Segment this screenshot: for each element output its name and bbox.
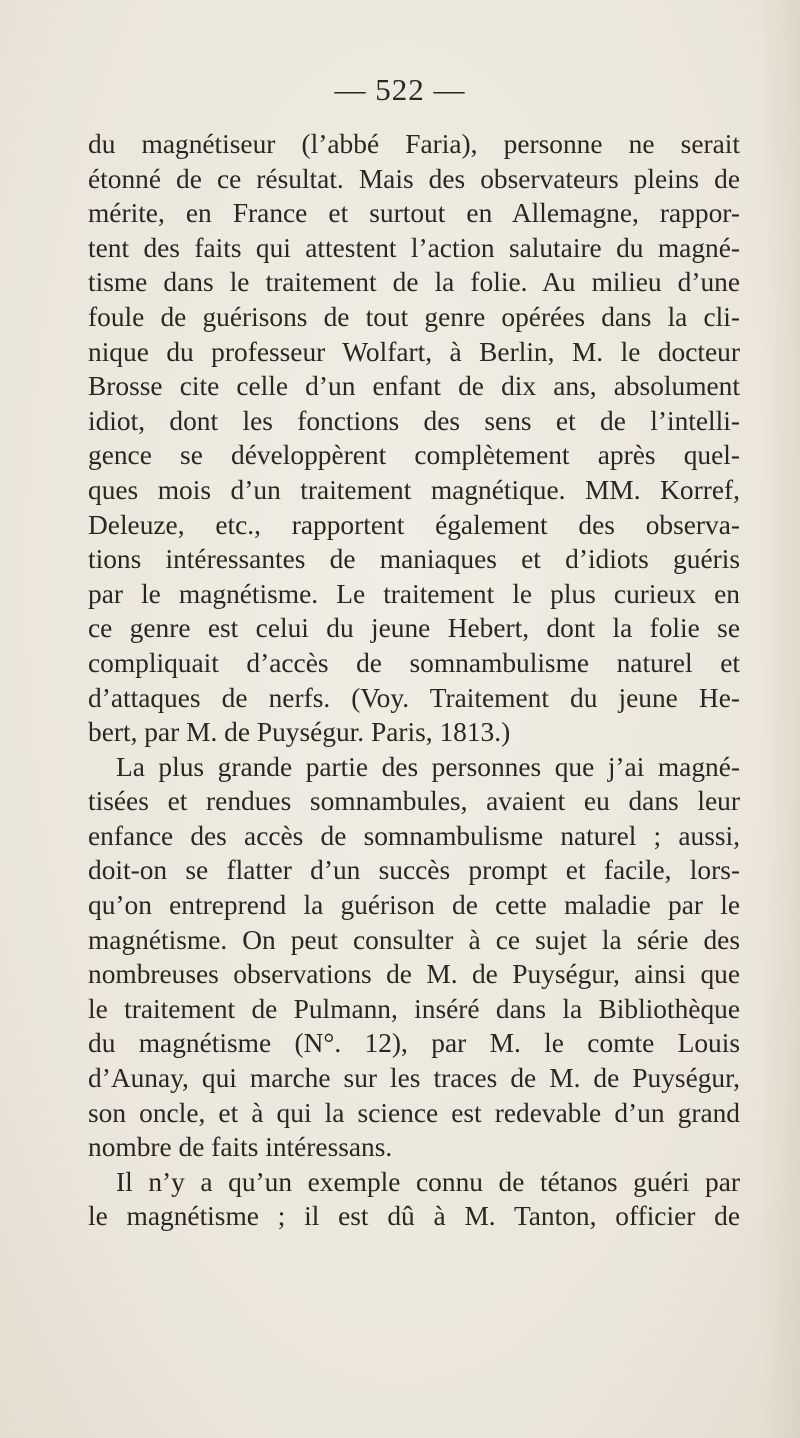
text-line: La plus grande partie des personnes que j’ai magné- <box>116 751 740 782</box>
text-line: le traitement de Pulmann, inséré dans la Bibliothèque <box>88 993 740 1024</box>
page-edge-shadow <box>760 0 800 1438</box>
text-line: du magnétisme (N°. 12), par M. le comte Louis <box>88 1028 740 1059</box>
text-line: étonné de ce résultat. Mais des observateurs pleins de <box>88 163 740 194</box>
text-line: tisme dans le traitement de la folie. Au milieu d’une <box>88 267 740 298</box>
text-line: bert, par M. de Puységur. Paris, 1813.) <box>88 717 511 748</box>
text-line: Il n’y a qu’un exemple connu de tétanos guéri par <box>116 1166 740 1197</box>
text-line: gence se développèrent complètement après quel- <box>88 440 740 471</box>
text-line: tions intéressantes de maniaques et d’idiots guéris <box>88 544 740 575</box>
text-line: d’attaques de nerfs. (Voy. Traitement du jeune He- <box>88 682 740 713</box>
text-line: d’Aunay, qui marche sur les traces de M. de Puységur, <box>88 1063 740 1094</box>
text-line: nombre de faits intéressans. <box>88 1132 393 1163</box>
text-line: mérite, en France et surtout en Allemagne, rappor- <box>88 198 740 229</box>
text-line: Brosse cite celle d’un enfant de dix ans, absolument <box>88 371 740 402</box>
text-line: magnétisme. On peut consulter à ce sujet la série des <box>88 924 740 955</box>
text-line: par le magnétisme. Le traitement le plus curieux en <box>88 578 740 609</box>
text-line: doit-on se flatter d’un succès prompt et facile, lors- <box>88 855 740 886</box>
text-line: compliquait d’accès de somnambulisme naturel et <box>88 647 740 678</box>
text-line: ce genre est celui du jeune Hebert, dont la folie se <box>88 613 740 644</box>
body-text <box>88 127 740 1234</box>
text-line: enfance des accès de somnambulisme naturel ; aussi, <box>88 820 740 851</box>
text-line: son oncle, et à qui la science est redevable d’un grand <box>88 1097 740 1128</box>
text-line: qu’on entreprend la guérison de cette maladie par le <box>88 890 740 921</box>
text-line: nombreuses observations de M. de Puységur, ainsi que <box>88 959 740 990</box>
text-line: tisées et rendues somnambules, avaient eu dans leur <box>88 786 740 817</box>
text-line: le magnétisme ; il est dû à M. Tanton, officier de <box>88 1201 740 1232</box>
text-line: nique du professeur Wolfart, à Berlin, M. le docteur <box>88 336 740 367</box>
text-line: foule de guérisons de tout genre opérées dans la cli- <box>88 301 740 332</box>
text-line: tent des faits qui attestent l’action salutaire du magné- <box>88 232 740 263</box>
text-line: ques mois d’un traitement magnétique. MM. Korref, <box>88 474 740 505</box>
page-number-header: — 522 — <box>334 72 466 107</box>
text-line: Deleuze, etc., rapportent également des observa- <box>88 509 740 540</box>
text-line: idiot, dont les fonctions des sens et de l’intelli- <box>88 405 740 436</box>
text-line: du magnétiseur (l’abbé Faria), personne ne serait <box>88 129 740 159</box>
